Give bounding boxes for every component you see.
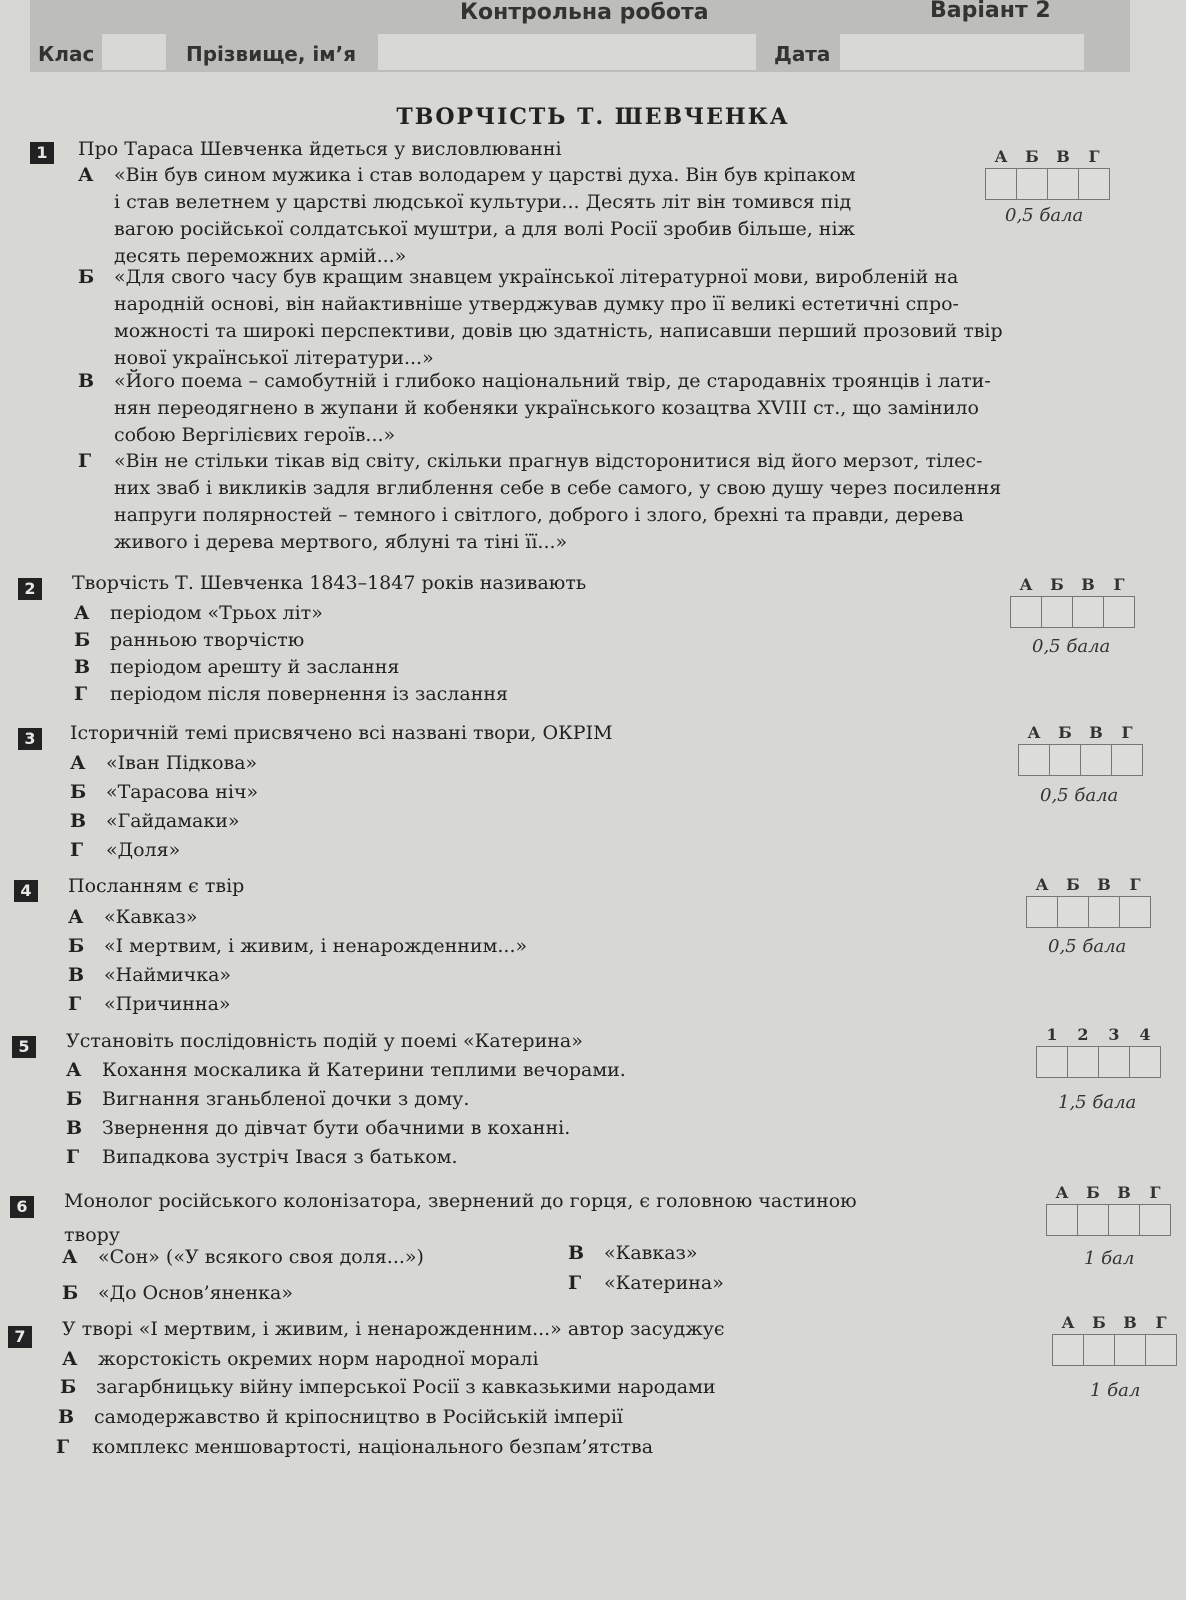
option-text: Вигнання зганьбленої дочки з дому. [102,1088,470,1110]
option-line: «Він не стільки тікав від світу, скільки прагнув відсторонитися від його мерзот, тілес- [114,450,983,472]
option-letter: А [78,164,94,186]
grid-column-label: Г [1088,146,1100,166]
option-text: «До Основ’яненка» [98,1282,293,1304]
answer-grid[interactable] [1010,572,1135,628]
grid-column-label: А [994,146,1008,166]
answer-cell[interactable] [1081,745,1112,776]
date-label: Дата [774,42,831,66]
option-line: можності та широкі перспективи, довів цю здатність, написавши перший прозовий твір [114,320,1003,342]
grid-column-label: А [1019,574,1033,594]
option-text [114,368,991,449]
grid-header-row [986,144,1110,169]
grid-answer-row [1019,745,1143,776]
grid-header-row [1011,572,1135,597]
option-line: «Він був сином мужика і став володарем у царстві духа. Він був кріпаком [114,164,856,186]
answer-cell[interactable] [1120,897,1151,928]
score-label: 0,5 бала [1048,936,1127,957]
answer-option [68,962,231,989]
answer-cell[interactable] [1053,1335,1084,1366]
grid-column-label: Б [1092,1312,1106,1332]
option-text: комплекс меншовартості, національного безпам’ятства [92,1436,654,1458]
grid-column-label: Г [1129,874,1141,894]
grid-answer-row [1011,597,1135,628]
option-letter: В [70,810,87,832]
option-letter: Б [68,935,85,957]
option-text: періодом «Трьох літ» [110,602,323,624]
option-line: вагою російської солдатської муштри, а для волі Росії зробив більше, ніж [114,218,856,240]
option-letter: В [68,964,85,986]
option-text: загарбницьку війну імперської Росії з кавказькими народами [96,1376,716,1398]
question-text: Установіть послідовність подій у поемі «Катерина» [66,1030,583,1052]
answer-option [56,1434,653,1461]
answer-option [70,750,257,777]
answer-option [74,627,304,654]
header-variant: Варіант 2 [930,0,1051,23]
score-label: 0,5 бала [1032,636,1111,657]
answer-cell[interactable] [1115,1335,1146,1366]
grid-header-row [1019,720,1143,745]
grid-column-label: А [1035,874,1049,894]
option-line: і став велетнем у царстві людської культури... Десять літ він томився під [114,191,852,213]
option-line: народній основі, він найактивніше утверджував думку про її великі естетичні спро- [114,293,959,315]
grid-answer-row [1053,1335,1177,1366]
option-text: «Кавказ» [604,1242,698,1264]
option-letter: В [78,370,95,392]
grid-column-label: А [1055,1182,1069,1202]
answer-option [62,1280,293,1307]
answer-option [70,808,240,835]
answer-option [68,933,527,960]
name-label: Прізвище, ім’я [186,42,357,66]
answer-option [568,1240,698,1267]
option-line: нової української літератури...» [114,347,434,369]
option-letter: Б [66,1088,83,1110]
grid-column-label: Б [1025,146,1039,166]
answer-cell[interactable] [1073,597,1104,628]
answer-cell[interactable] [1017,169,1048,200]
option-letter: В [568,1242,585,1264]
option-line: них зваб і викликів задля вглиблення себе в себе самого, у свою душу через посилення [114,477,1002,499]
option-letter: Г [56,1436,70,1458]
grid-column-label: А [1027,722,1041,742]
date-field[interactable] [840,34,1084,70]
answer-option [66,1115,570,1142]
class-field[interactable] [102,34,166,70]
question-number: 7 [8,1326,32,1348]
answer-grid[interactable] [1018,720,1143,776]
grid-column-label: Г [1149,1182,1161,1202]
question-text-continued: твору [64,1224,120,1246]
answer-option [74,600,323,627]
option-text: «Гайдамаки» [106,810,240,832]
header-title: Контрольна робота [460,0,709,25]
answer-cell[interactable] [1019,745,1050,776]
option-text: періодом після повернення із заслання [110,683,509,705]
option-text: жорстокість окремих норм народної моралі [98,1348,539,1370]
score-label: 0,5 бала [1040,785,1119,806]
grid-header-row [1037,1022,1161,1047]
answer-grid[interactable] [1026,872,1151,928]
option-letter: Г [568,1272,582,1294]
answer-cell[interactable] [1109,1205,1140,1236]
answer-cell[interactable] [1050,745,1081,776]
answer-cell[interactable] [986,169,1017,200]
option-letter: Г [78,450,92,472]
option-letter: Б [60,1376,77,1398]
grid-column-label: 1 [1046,1024,1058,1044]
option-letter: Б [62,1282,79,1304]
grid-column-label: А [1061,1312,1075,1332]
grid-column-label: Б [1058,722,1072,742]
grid-column-label: 2 [1077,1024,1089,1044]
option-letter: А [66,1059,82,1081]
option-text: «Доля» [106,839,181,861]
answer-option [68,904,198,931]
grid-column-label: В [1056,146,1070,166]
name-field[interactable] [378,34,756,70]
option-letter: А [62,1348,78,1370]
answer-cell[interactable] [1112,745,1143,776]
answer-cell[interactable] [1068,1047,1099,1078]
score-label: 0,5 бала [1005,205,1084,226]
option-text: Звернення до дівчат бути обачними в коханні. [102,1117,571,1139]
answer-grid[interactable] [1052,1310,1177,1366]
answer-cell[interactable] [1146,1335,1177,1366]
class-label: Клас [38,42,95,66]
grid-column-label: Г [1121,722,1133,742]
option-letter: А [74,602,90,624]
option-letter: Г [74,683,88,705]
option-text: Кохання москалика й Катерини теплими вечорами. [102,1059,626,1081]
answer-option [62,1346,539,1373]
option-text: «Наймичка» [104,964,232,986]
grid-column-label: В [1097,874,1111,894]
option-text: «Катерина» [604,1272,724,1294]
option-text: «Сон» («У всякого своя доля...») [98,1246,424,1268]
question-number: 2 [18,578,42,600]
question-text: Монолог російського колонізатора, звернений до горця, є головною частиною [64,1190,857,1212]
option-letter: Б [78,266,95,288]
answer-option [66,1057,626,1084]
option-line: живого і дерева мертвого, яблуні та тіні її...» [114,531,568,553]
answer-option [58,1404,623,1431]
question-number: 4 [14,880,38,902]
grid-answer-row [1027,897,1151,928]
option-line: напруги полярностей – темного і світлого, доброго і злого, брехні та правди, дерева [114,504,964,526]
answer-option [60,1374,716,1401]
option-text: «І мертвим, і живим, і ненарожденним...» [104,935,528,957]
option-text: періодом арешту й заслання [110,656,400,678]
grid-column-label: 4 [1139,1024,1151,1044]
answer-option [568,1270,724,1297]
answer-cell[interactable] [1089,897,1120,928]
option-line: десять переможних армій...» [114,245,407,267]
answer-option [62,1244,424,1271]
answer-cell[interactable] [1011,597,1042,628]
score-label: 1 бал [1084,1248,1135,1269]
answer-cell[interactable] [1104,597,1135,628]
answer-cell[interactable] [1140,1205,1171,1236]
option-letter: А [68,906,84,928]
grid-column-label: 3 [1108,1024,1120,1044]
answer-cell[interactable] [1078,1205,1109,1236]
answer-grid[interactable] [1036,1022,1161,1078]
option-text: самодержавство й кріпосництво в Російській імперії [94,1406,623,1428]
option-letter: Г [68,993,82,1015]
grid-column-label: Б [1086,1182,1100,1202]
question-text: У творі «І мертвим, і живим, і ненарожденним...» автор засуджує [62,1318,725,1340]
question-text: Творчість Т. Шевченка 1843–1847 років називають [72,572,587,594]
question-text: Про Тараса Шевченка йдеться у висловлюванні [78,138,562,160]
option-line: «Для свого часу був кращим знавцем української літературної мови, виробленій на [114,266,959,288]
answer-option [70,779,258,806]
question-number: 1 [30,142,54,164]
option-letter: Г [70,839,84,861]
option-text: «Кавказ» [104,906,198,928]
header-band [30,0,1130,72]
grid-answer-row [986,169,1110,200]
answer-option [66,1086,469,1113]
answer-option [70,837,180,864]
document-title: ТВОРЧІСТЬ Т. ШЕВЧЕНКА [396,104,790,130]
option-text [114,162,856,270]
answer-option [68,991,231,1018]
grid-column-label: Г [1155,1312,1167,1332]
answer-cell[interactable] [1084,1335,1115,1366]
option-letter: В [58,1406,75,1428]
option-line: «Його поема – самобутній і глибоко національний твір, де стародавніх троянців і лати- [114,370,991,392]
option-letter: Б [74,629,91,651]
question-text: Історичній темі присвячено всі названі твори, ОКРІМ [70,722,613,744]
grid-column-label: В [1089,722,1103,742]
option-letter: В [74,656,91,678]
option-text [114,264,1003,372]
question-number: 6 [10,1196,34,1218]
option-line: собою Вергілієвих героїв...» [114,424,396,446]
answer-cell[interactable] [1079,169,1110,200]
answer-cell[interactable] [1099,1047,1130,1078]
option-text: «Тарасова ніч» [106,781,259,803]
grid-answer-row [1047,1205,1171,1236]
option-text: ранньою творчістю [110,629,305,651]
grid-header-row [1047,1180,1171,1205]
answer-cell[interactable] [1047,1205,1078,1236]
answer-cell[interactable] [1027,897,1058,928]
option-letter: В [66,1117,83,1139]
grid-column-label: В [1081,574,1095,594]
grid-header-row [1027,872,1151,897]
option-line: нян переодягнено в жупани й кобеняки українського козацтва XVIII ст., що замінило [114,397,979,419]
option-text [114,448,1001,556]
option-letter: Г [66,1146,80,1168]
option-text: «Іван Підкова» [106,752,258,774]
grid-column-label: Г [1113,574,1125,594]
grid-answer-row [1037,1047,1161,1078]
grid-column-label: В [1117,1182,1131,1202]
option-letter: А [62,1246,78,1268]
option-letter: Б [70,781,87,803]
option-text: Випадкова зустріч Івася з батьком. [102,1146,458,1168]
answer-cell[interactable] [1037,1047,1068,1078]
grid-column-label: Б [1066,874,1080,894]
answer-option [74,681,508,708]
answer-option [66,1144,458,1171]
answer-grid[interactable] [985,144,1110,200]
answer-option [74,654,399,681]
score-label: 1 бал [1090,1380,1141,1401]
option-letter: А [70,752,86,774]
grid-column-label: Б [1050,574,1064,594]
score-label: 1,5 бала [1058,1092,1137,1113]
answer-cell[interactable] [1042,597,1073,628]
option-text: «Причинна» [104,993,231,1015]
question-number: 3 [18,728,42,750]
answer-cell[interactable] [1130,1047,1161,1078]
question-number: 5 [12,1036,36,1058]
answer-grid[interactable] [1046,1180,1171,1236]
answer-cell[interactable] [1048,169,1079,200]
answer-cell[interactable] [1058,897,1089,928]
grid-header-row [1053,1310,1177,1335]
grid-column-label: В [1123,1312,1137,1332]
question-text: Посланням є твір [68,875,245,897]
